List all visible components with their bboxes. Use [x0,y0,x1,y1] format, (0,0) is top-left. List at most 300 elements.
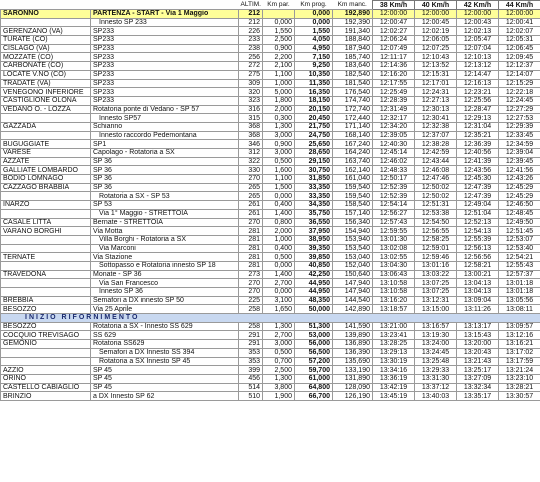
km-prog-cell: 1,550 [295,27,333,36]
time-38-cell: 13:16:20 [373,296,415,305]
time-40-cell: 12:38:28 [415,140,457,149]
time-40-cell: 12:15:31 [415,70,457,79]
time-40-cell: 12:53:38 [415,209,457,218]
km-manc-cell: 192,390 [333,18,373,27]
time-42-cell: 12:52:13 [457,218,499,227]
km-manc-cell: 147,940 [333,279,373,288]
street-cell: SS 629 [91,331,239,340]
time-40-cell: 12:17:01 [415,79,457,88]
time-38-cell: 12:31:49 [373,105,415,114]
time-42-cell: 12:58:21 [457,261,499,270]
location-cell: GALLIATE LOMBARDO [1,166,91,175]
km-par-cell: 0,700 [263,357,295,366]
street-cell: SP233 [91,36,239,45]
time-42-cell: 13:11:26 [457,305,499,314]
location-cell: BREBBIA [1,296,91,305]
time-38-cell: 12:50:17 [373,175,415,184]
km-par-cell: 1,000 [263,235,295,244]
table-row [1,96,540,105]
km-manc-cell: 162,140 [333,166,373,175]
time-40-cell: 12:32:38 [415,122,457,131]
time-40-cell: 12:43:44 [415,157,457,166]
table-row [1,201,540,210]
time-44-cell: 13:16:21 [499,340,540,349]
km-prog-cell: 28,650 [295,149,333,158]
km-manc-cell: 131,890 [333,374,373,383]
km-manc-cell: 187,940 [333,44,373,53]
street-cell: SP1 [91,140,239,149]
time-42-cell: 12:41:39 [457,157,499,166]
time-38-cell: 13:23:41 [373,331,415,340]
street-cell: Rotatoria SS629 [91,340,239,349]
time-42-cell: 13:09:04 [457,296,499,305]
km-prog-cell: 20,450 [295,114,333,123]
km-manc-cell: 159,540 [333,183,373,192]
altitude-cell: 353 [239,348,263,357]
table-row [1,235,540,244]
time-42-cell: 12:05:47 [457,36,499,45]
altitude-cell: 510 [239,392,263,401]
km-manc-cell: 172,440 [333,114,373,123]
time-38-cell: 12:25:49 [373,88,415,97]
table-row [1,105,540,114]
altitude-cell: 312 [239,149,263,158]
location-cell [1,261,91,270]
time-42-cell: 12:51:04 [457,209,499,218]
km-manc-cell: 136,390 [333,348,373,357]
altitude-cell: 270 [239,218,263,227]
location-cell: AZZIO [1,366,91,375]
time-44-cell: 12:46:50 [499,201,540,210]
location-cell: MOZZATE (CO) [1,53,91,62]
time-38-cell: 12:07:49 [373,44,415,53]
km-prog-cell: 4,950 [295,44,333,53]
time-40-cell: 12:24:31 [415,88,457,97]
time-44-cell: 12:00:41 [499,18,540,27]
table-row [1,305,540,314]
altitude-cell: 281 [239,235,263,244]
table-row [1,44,540,53]
km-prog-cell: 4,050 [295,36,333,45]
street-cell: Capolago - Rotatoria a SX [91,149,239,158]
km-manc-cell: 136,890 [333,340,373,349]
time-42-cell: 12:13:12 [457,62,499,71]
table-row [1,79,540,88]
table-row [1,322,540,331]
time-40-cell: 13:12:31 [415,296,457,305]
km-prog-cell: 64,800 [295,383,333,392]
table-row [1,18,540,27]
time-38-cell: 12:00:47 [373,18,415,27]
street-cell: SP233 [91,70,239,79]
location-cell: BODIO LOMNAGO [1,175,91,184]
km-prog-cell: 53,000 [295,331,333,340]
km-manc-cell: 135,690 [333,357,373,366]
km-manc-cell: 126,190 [333,392,373,401]
location-cell [1,244,91,253]
street-cell: Schianno [91,122,239,131]
time-38-cell: 12:46:02 [373,157,415,166]
km-par-cell: 2,000 [263,227,295,236]
time-42-cell: 13:04:13 [457,279,499,288]
altitude-cell: 226 [239,27,263,36]
street-cell: SP 45 [91,366,239,375]
time-44-cell: 12:15:29 [499,79,540,88]
altitude-cell: 258 [239,322,263,331]
time-42-cell: 13:15:43 [457,331,499,340]
time-38-cell: 12:56:27 [373,209,415,218]
time-40-cell: 12:27:13 [415,96,457,105]
time-40-cell: 12:46:08 [415,166,457,175]
time-44-cell: 12:51:45 [499,227,540,236]
km-par-cell: 1,300 [263,122,295,131]
altitude-cell: 256 [239,53,263,62]
time-44-cell: 13:08:11 [499,305,540,314]
time-38-cell: 12:28:39 [373,96,415,105]
time-38-cell: 13:10:58 [373,288,415,297]
km-prog-cell: 16,350 [295,88,333,97]
location-cell: VARESE [1,149,91,158]
location-cell: TURATE (CO) [1,36,91,45]
time-38-cell: 12:48:33 [373,166,415,175]
altitude-cell: 353 [239,357,263,366]
street-cell: Innesto SP 36 [91,288,239,297]
time-38-cell: 12:02:27 [373,27,415,36]
table-row [1,253,540,262]
km-par-cell: 1,650 [263,305,295,314]
time-44-cell: 13:12:16 [499,331,540,340]
location-cell: CASALE LITTA [1,218,91,227]
km-prog-cell: 39,850 [295,253,333,262]
table-row [1,10,540,19]
time-38-cell: 12:52:39 [373,183,415,192]
time-38-cell: 13:36:19 [373,374,415,383]
location-cell: CARBONATE (CO) [1,62,91,71]
km-par-cell: 0,000 [263,18,295,27]
km-manc-cell: 185,740 [333,53,373,62]
altitude-cell: 456 [239,374,263,383]
location-cell [1,348,91,357]
table-row [1,88,540,97]
time-40-cell: 12:02:19 [415,27,457,36]
km-manc-cell: 139,890 [333,331,373,340]
time-44-cell: 12:53:40 [499,244,540,253]
km-prog-cell: 38,950 [295,235,333,244]
time-40-cell: 13:37:12 [415,383,457,392]
km-prog-cell: 48,350 [295,296,333,305]
km-par-cell: 2,700 [263,279,295,288]
km-par-cell: 3,000 [263,131,295,140]
table-row [1,366,540,375]
altitude-cell: 233 [239,36,263,45]
km-manc-cell: 176,540 [333,88,373,97]
time-40-cell: 12:59:01 [415,244,457,253]
location-cell: GEMONIO [1,340,91,349]
time-38-cell: 13:29:13 [373,348,415,357]
time-44-cell: 12:29:39 [499,122,540,131]
time-38-cell: 12:39:05 [373,131,415,140]
location-cell [1,357,91,366]
table-row [1,348,540,357]
time-44-cell: 13:21:24 [499,366,540,375]
street-cell: a DX Innesto SP 62 [91,392,239,401]
location-cell: SARONNO [1,10,91,19]
table-row [1,244,540,253]
time-40-cell: 13:25:48 [415,357,457,366]
time-38-cell: 13:21:00 [373,322,415,331]
time-40-cell: 12:30:41 [415,114,457,123]
location-cell: CASTELLO CABIAGLIO [1,383,91,392]
time-38-cell: 12:40:30 [373,140,415,149]
time-40-cell: 12:07:25 [415,44,457,53]
location-cell [1,192,91,201]
altitude-cell: 212 [239,18,263,27]
time-38-cell: 13:42:19 [373,383,415,392]
km-prog-cell: 66,700 [295,392,333,401]
time-44-cell: 12:57:37 [499,270,540,279]
km-prog-cell: 10,350 [295,70,333,79]
street-cell: Via 25 Aprile [91,305,239,314]
time-38-cell: 13:02:08 [373,244,415,253]
km-manc-cell: 183,640 [333,62,373,71]
time-38-cell: 12:34:20 [373,122,415,131]
time-42-cell: 13:04:13 [457,288,499,297]
time-44-cell: 12:06:45 [499,44,540,53]
table-row [1,114,540,123]
street-cell: Via Stazione [91,253,239,262]
km-prog-cell: 34,350 [295,201,333,210]
time-42-cell: 12:40:56 [457,149,499,158]
km-prog-cell: 44,950 [295,279,333,288]
time-44-cell: 12:34:59 [499,140,540,149]
time-42-cell: 12:10:13 [457,53,499,62]
location-cell: BRINZIO [1,392,91,401]
time-38-cell: 12:11:17 [373,53,415,62]
km-prog-cell: 21,750 [295,122,333,131]
km-prog-cell: 36,550 [295,218,333,227]
time-40-cell: 13:03:22 [415,270,457,279]
table-row [1,122,540,131]
time-42-cell: 12:31:04 [457,122,499,131]
table-row [1,209,540,218]
time-38-cell: 13:10:58 [373,279,415,288]
street-cell: SP233 [91,27,239,36]
time-38-cell: 13:18:57 [373,305,415,314]
location-cell [1,18,91,27]
km-prog-cell: 39,350 [295,244,333,253]
km-prog-cell: 35,750 [295,209,333,218]
time-38-cell: 13:34:16 [373,366,415,375]
km-manc-cell: 181,540 [333,79,373,88]
km-par-cell: 3,100 [263,296,295,305]
time-40-cell: 12:13:52 [415,62,457,71]
table-body [1,10,540,401]
street-cell: Villa Borghi - Rotatoria a SX [91,235,239,244]
km-manc-cell: 128,090 [333,383,373,392]
location-cell: LOCATE V.NO (CO) [1,70,91,79]
time-44-cell: 12:41:56 [499,166,540,175]
km-manc-cell: 188,840 [333,36,373,45]
time-40-cell: 13:24:45 [415,348,457,357]
km-manc-cell: 168,140 [333,131,373,140]
time-44-cell: 12:05:31 [499,36,540,45]
altitude-cell: 272 [239,62,263,71]
street-cell: Via 1° Maggio - STRETTOIA [91,209,239,218]
km-par-cell: 1,550 [263,27,295,36]
time-38-cell: 13:04:30 [373,261,415,270]
time-42-cell: 12:25:56 [457,96,499,105]
time-42-cell: 12:00:43 [457,18,499,27]
time-42-cell: 12:56:56 [457,253,499,262]
altitude-cell: 261 [239,209,263,218]
time-40-cell: 13:40:03 [415,392,457,401]
km-prog-cell: 50,000 [295,305,333,314]
location-cell: BESOZZO [1,322,91,331]
street-cell: Via San Francesco [91,279,239,288]
altitude-cell: 322 [239,157,263,166]
km-manc-cell: 133,190 [333,366,373,375]
location-cell: TERNATE [1,253,91,262]
time-42-cell: 12:55:39 [457,235,499,244]
km-par-cell: 0,900 [263,140,295,149]
time-38-cell: 12:45:14 [373,149,415,158]
time-44-cell: 12:55:43 [499,261,540,270]
time-42-cell: 12:47:39 [457,183,499,192]
location-cell: ORINO [1,374,91,383]
time-42-cell: 13:21:43 [457,357,499,366]
time-40-cell: 12:58:25 [415,235,457,244]
street-cell: Monate - SP 36 [91,270,239,279]
table-row [1,183,540,192]
altitude-cell: 265 [239,192,263,201]
km-prog-cell: 11,350 [295,79,333,88]
table-row [1,175,540,184]
location-cell [1,209,91,218]
street-cell: Innesto SP 233 [91,18,239,27]
location-cell: VARANO BORGHI [1,227,91,236]
time-40-cell: 12:30:13 [415,105,457,114]
street-cell: SP233 [91,88,239,97]
street-cell: Via Motta [91,227,239,236]
km-manc-cell: 147,940 [333,288,373,297]
table-row [1,279,540,288]
time-38-cell: 12:57:43 [373,218,415,227]
time-44-cell: 12:45:29 [499,183,540,192]
street-cell: SP233 [91,44,239,53]
location-cell: AZZATE [1,157,91,166]
time-40-cell: 12:51:31 [415,201,457,210]
time-44-cell: 12:33:45 [499,131,540,140]
table-row [1,270,540,279]
street-cell: SP 36 [91,157,239,166]
time-40-cell: 12:54:50 [415,218,457,227]
time-42-cell: 12:35:21 [457,131,499,140]
time-44-cell: 12:48:45 [499,209,540,218]
table-row [1,157,540,166]
km-par-cell: 2,700 [263,331,295,340]
time-42-cell: 12:43:56 [457,166,499,175]
time-42-cell: 13:13:17 [457,322,499,331]
street-cell: Innesto raccordo Pedemontana [91,131,239,140]
km-par-cell: 0,500 [263,157,295,166]
km-manc-cell: 164,240 [333,149,373,158]
km-par-cell: 2,500 [263,36,295,45]
time-42-cell: 12:29:13 [457,114,499,123]
time-44-cell: 12:00:00 [499,10,540,19]
table-row [1,131,540,140]
altitude-cell: 514 [239,383,263,392]
time-44-cell: 12:22:18 [499,88,540,97]
km-par-cell: 1,800 [263,96,295,105]
location-cell: CAZZAGO BRABBIA [1,183,91,192]
location-cell: GAZZADA [1,122,91,131]
km-par-cell: 0,800 [263,218,295,227]
table-row [1,296,540,305]
table-row [1,383,540,392]
time-44-cell: 13:30:57 [499,392,540,401]
location-cell [1,235,91,244]
km-par-cell: 0,500 [263,253,295,262]
time-42-cell: 12:49:04 [457,201,499,210]
street-cell: SP233 [91,96,239,105]
altitude-cell: 270 [239,279,263,288]
location-cell [1,288,91,297]
altitude-cell: 281 [239,244,263,253]
km-par-cell: 2,000 [263,105,295,114]
km-par-cell: 1,000 [263,79,295,88]
time-44-cell: 13:05:56 [499,296,540,305]
time-38-cell: 12:00:00 [373,10,415,19]
time-44-cell: 13:01:18 [499,279,540,288]
street-cell: SP233 [91,53,239,62]
table-row [1,192,540,201]
header-km-prog: Km prog. [295,1,333,10]
km-manc-cell: 182,540 [333,70,373,79]
altitude-cell: 261 [239,201,263,210]
header-altim: ALTIM. [240,0,261,8]
time-42-cell: 13:35:17 [457,392,499,401]
street-cell: SP 36 [91,183,239,192]
km-manc-cell: 153,040 [333,253,373,262]
time-40-cell: 13:07:25 [415,288,457,297]
time-38-cell: 13:01:30 [373,235,415,244]
time-38-cell: 12:06:24 [373,36,415,45]
km-par-cell: 0,400 [263,244,295,253]
altitude-cell: 368 [239,131,263,140]
table-row [1,340,540,349]
km-par-cell: 0,300 [263,114,295,123]
time-40-cell: 12:37:07 [415,131,457,140]
header-km-manc: Km manc. [333,1,373,10]
altitude-cell: 309 [239,79,263,88]
km-manc-cell: 150,640 [333,270,373,279]
time-44-cell: 12:12:37 [499,62,540,71]
altitude-cell: 315 [239,114,263,123]
time-42-cell: 12:16:13 [457,79,499,88]
km-manc-cell: 192,890 [333,10,373,19]
time-42-cell: 13:32:34 [457,383,499,392]
table-row [1,288,540,297]
time-42-cell: 12:36:39 [457,140,499,149]
km-manc-cell: 167,240 [333,140,373,149]
km-manc-cell: 161,040 [333,175,373,184]
location-cell: VENEGONO INFERIORE [1,88,91,97]
header-row [1,1,540,10]
altitude-cell: 281 [239,227,263,236]
table-row [1,166,540,175]
km-par-cell: 0,400 [263,201,295,210]
street-cell: Innesto SP57 [91,114,239,123]
